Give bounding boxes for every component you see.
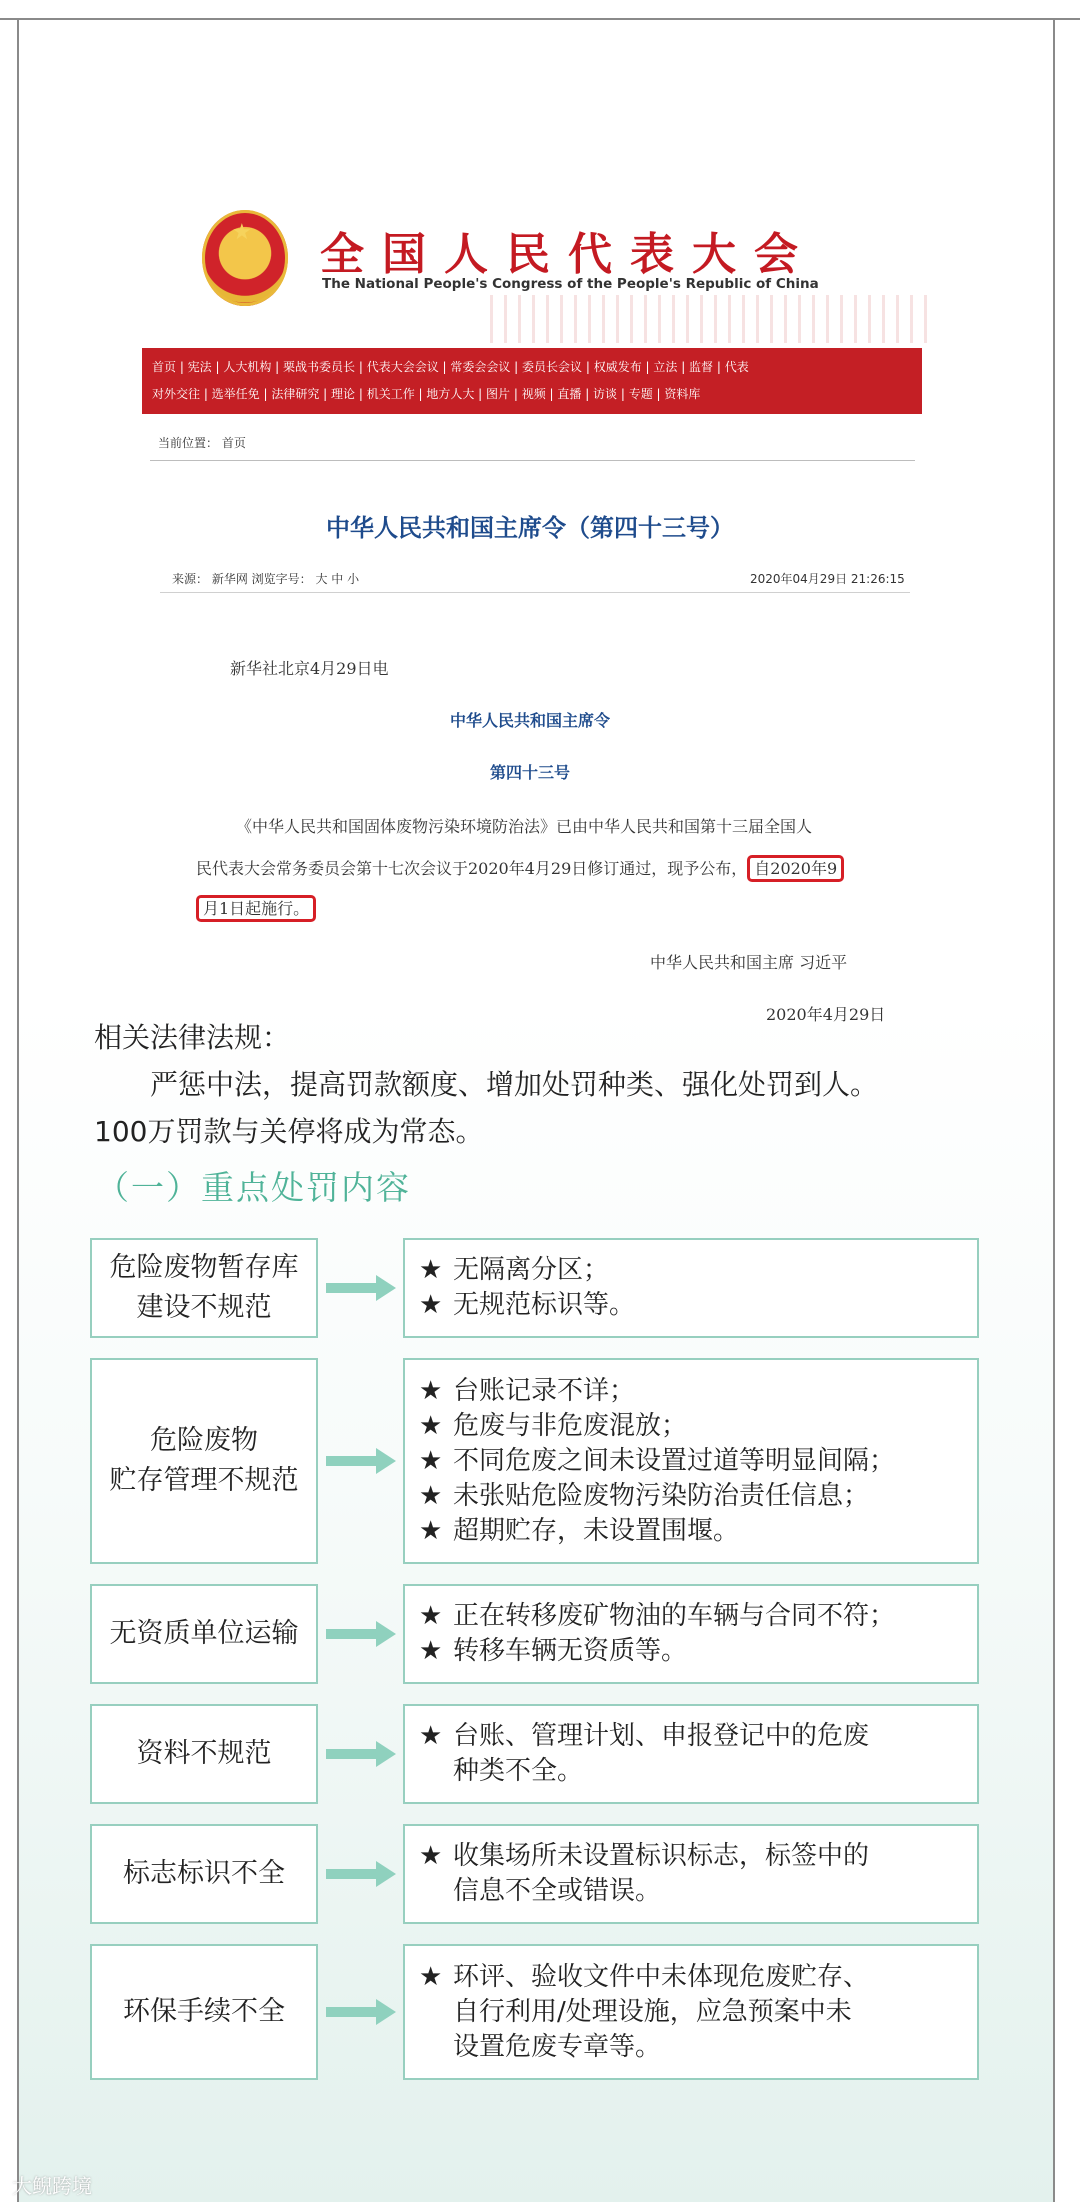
penalty-item: ★ 无规范标识等。 xyxy=(419,1288,977,1323)
penalty-items-box xyxy=(403,1238,979,1338)
arrow-right-icon xyxy=(326,1275,396,1301)
penalty-item: ★ 台账、管理计划、申报登记中的危废 xyxy=(419,1719,977,1754)
star-icon: ★ xyxy=(419,1480,443,1511)
nav-row-1[interactable]: 首页 | 宪法 | 人大机构 | 栗战书委员长 | 代表大会会议 | 常委会会议 | 委员长会议 | 权威发布 | 立法 | 监督 | 代表 xyxy=(152,360,749,374)
penalty-label-line: 无资质单位运输 xyxy=(109,1618,299,1649)
section-title: （一）重点处罚内容 xyxy=(96,1168,411,1207)
penalty-items-box xyxy=(403,1584,979,1684)
frame-top-line xyxy=(0,18,1080,20)
penalty-item: ★ 台账记录不详； xyxy=(419,1374,977,1409)
divider xyxy=(160,592,910,593)
star-icon: ★ xyxy=(419,1290,443,1320)
site-title: 全国人民代表大会 xyxy=(320,229,816,280)
penalty-label-line: 环保手续不全 xyxy=(123,1996,285,2027)
star-icon: ★ xyxy=(419,1410,443,1441)
article-source: 来源： 新华网 浏览字号： 大 中 小 xyxy=(172,572,360,586)
penalty-items-box xyxy=(403,1358,979,1564)
penalty-item: ★ 危废与非危废混放； xyxy=(419,1409,977,1444)
body-line-1: 《中华人民共和国固体废物污染环境防治法》已由中华人民共和国第十三届全国人 xyxy=(236,817,813,836)
penalty-item: ★ 不同危废之间未设置过道等明显间隔； xyxy=(419,1444,977,1479)
frame-right-line xyxy=(1053,18,1055,2202)
frame-left-line xyxy=(17,18,19,2202)
penalty-label-line: 建设不规范 xyxy=(136,1292,272,1323)
arrow-right-icon xyxy=(326,1861,396,1887)
penalty-label-box xyxy=(90,1584,318,1684)
penalty-item: ★ 未张贴危险废物污染防治责任信息； xyxy=(419,1479,977,1514)
star-icon: ★ xyxy=(419,1375,443,1406)
penalty-item: 信息不全或错误。 xyxy=(453,1876,662,1906)
penalty-label-line: 贮存管理不规范 xyxy=(109,1465,299,1496)
penalty-label-line: 资料不规范 xyxy=(136,1738,272,1769)
paragraph-1: 严惩中法，提高罚款额度、增加处罚种类、强化处罚到人。 xyxy=(150,1068,879,1101)
highlight-box-1: 自2020年9 xyxy=(747,855,844,882)
body-line-2-text: 民代表大会常务委员会第十七次会议于2020年4月29日修订通过，现予公布， xyxy=(196,859,748,878)
arrow-right-icon xyxy=(326,1999,396,2025)
star-icon: ★ xyxy=(419,1445,443,1476)
penalty-item: ★ 正在转移废矿物油的车辆与合同不符； xyxy=(419,1599,977,1634)
star-icon: ★ xyxy=(419,1721,443,1751)
penalty-item: ★ 收集场所未设置标识标志，标签中的 xyxy=(419,1839,977,1874)
penalty-items-box xyxy=(403,1704,979,1804)
divider xyxy=(150,460,915,461)
article-title: 中华人民共和国主席令（第四十三号） xyxy=(326,513,734,542)
star-icon: ★ xyxy=(419,1515,443,1546)
penalty-item: ★ 超期贮存，未设置围堰。 xyxy=(419,1514,977,1549)
watermark: 大鲵跨境 xyxy=(12,2174,92,2198)
body-line-3 xyxy=(196,896,316,919)
star-icon: ★ xyxy=(419,1255,443,1285)
penalty-label-box xyxy=(90,1358,318,1564)
penalty-item: 自行利用/处理设施，应急预案中未 xyxy=(453,1996,852,2027)
dateline: 新华社北京4月29日电 xyxy=(230,659,389,678)
penalty-items-box xyxy=(403,1944,979,2080)
penalty-label-line: 危险废物 xyxy=(150,1425,258,1456)
order-heading: 中华人民共和国主席令 xyxy=(449,711,610,730)
order-number: 第四十三号 xyxy=(489,763,570,782)
related-laws-title: 相关法律法规： xyxy=(94,1021,291,1054)
star-icon: ★ xyxy=(419,1601,443,1631)
nav-bar xyxy=(142,348,922,414)
penalty-item: ★ 无隔离分区； xyxy=(419,1253,977,1288)
arrow-right-icon xyxy=(326,1448,396,1474)
penalty-label-box xyxy=(90,1944,318,2080)
penalty-item: 种类不全。 xyxy=(453,1756,584,1786)
penalty-label-box xyxy=(90,1824,318,1924)
penalty-item: 设置危废专章等。 xyxy=(453,2031,662,2062)
signer: 中华人民共和国主席 习近平 xyxy=(650,953,848,972)
article-timestamp: 2020年04月29日 21:26:15 xyxy=(750,572,905,586)
penalty-label-box xyxy=(90,1238,318,1338)
star-icon: ★ xyxy=(419,1636,443,1666)
nav-row-2[interactable]: 对外交往 | 选举任免 | 法律研究 | 理论 | 机关工作 | 地方人大 | 图片 | 视频 | 直播 | 访谈 | 专题 | 资料库 xyxy=(152,387,701,401)
site-subtitle: The National People's Congress of the People's Republic of China xyxy=(322,276,819,292)
paragraph-2: 100万罚款与关停将成为常态。 xyxy=(94,1115,484,1148)
penalty-label-line: 标志标识不全 xyxy=(123,1858,285,1889)
breadcrumb: 当前位置： 首页 xyxy=(158,436,246,450)
penalty-item: ★ 环评、验收文件中未体现危废贮存、 xyxy=(419,1960,977,1995)
body-line-2 xyxy=(196,856,844,879)
penalty-items-box xyxy=(403,1824,979,1924)
star-icon: ★ xyxy=(419,1841,443,1871)
sign-date: 2020年4月29日 xyxy=(766,1005,886,1024)
penalty-label-box xyxy=(90,1704,318,1804)
arrow-right-icon xyxy=(326,1621,396,1647)
penalty-item: ★ 转移车辆无资质等。 xyxy=(419,1634,977,1669)
highlight-box-2: 月1日起施行。 xyxy=(196,895,316,922)
arrow-right-icon xyxy=(326,1741,396,1767)
npc-page-screenshot xyxy=(130,190,930,1024)
emblem-star-icon: ★ xyxy=(232,220,252,245)
building-graphic xyxy=(490,295,930,343)
penalty-label-line: 危险废物暂存库 xyxy=(109,1252,299,1283)
star-icon: ★ xyxy=(419,1961,443,1992)
